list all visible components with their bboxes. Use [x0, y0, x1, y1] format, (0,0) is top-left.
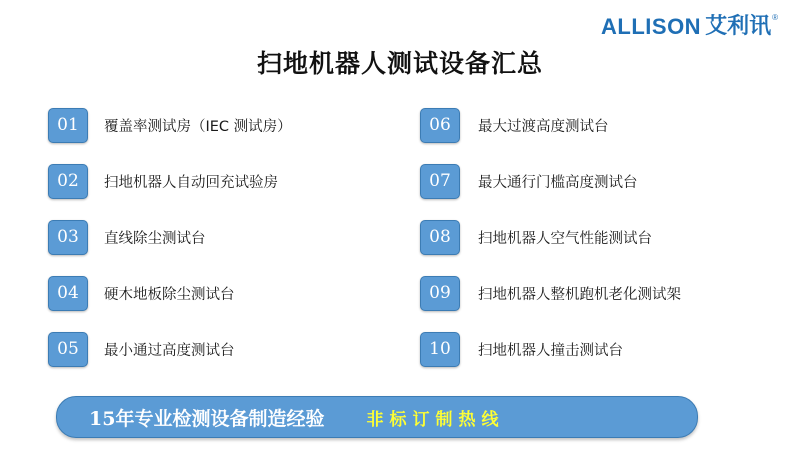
item-badge: [48, 108, 88, 143]
item-number: 02: [57, 171, 79, 191]
list-item: [420, 220, 790, 276]
brand-logo: [601, 13, 778, 39]
page-title: 扫地机器人测试设备汇总: [256, 49, 543, 78]
item-badge: [420, 108, 460, 143]
item-label: 硬木地板除尘测试台: [104, 287, 235, 303]
item-number: 06: [429, 115, 451, 135]
item-label: 直线除尘测试台: [104, 231, 206, 247]
item-number: 09: [429, 283, 451, 303]
list-item: [420, 332, 790, 388]
equipment-list: [0, 108, 800, 388]
brand-name-cn: 艾利讯: [705, 14, 772, 39]
list-item: [48, 332, 418, 388]
item-badge: [420, 276, 460, 311]
item-number: 08: [429, 227, 451, 247]
list-item: [48, 164, 418, 220]
item-number: 05: [57, 339, 79, 359]
list-item: [48, 276, 418, 332]
item-label: 最大通行门槛高度测试台: [478, 175, 638, 191]
item-badge: [420, 220, 460, 255]
item-label: 扫地机器人整机跑机老化测试架: [478, 287, 681, 303]
item-badge: [420, 332, 460, 367]
item-badge: [48, 220, 88, 255]
list-item: [48, 220, 418, 276]
trademark-icon: ®: [772, 13, 778, 22]
item-number: 04: [57, 283, 79, 303]
item-badge: [48, 332, 88, 367]
item-label: 最大过渡高度测试台: [478, 119, 609, 135]
item-label: 扫地机器人自动回充试验房: [104, 175, 278, 191]
item-badge: [420, 164, 460, 199]
item-number: 03: [57, 227, 79, 247]
item-badge: [48, 276, 88, 311]
item-label: 覆盖率测试房（IEC 测试房）: [104, 119, 292, 135]
item-label: 扫地机器人撞击测试台: [478, 343, 623, 359]
list-column-right: [420, 108, 790, 388]
list-column-left: [48, 108, 418, 388]
list-item: [420, 108, 790, 164]
list-item: [48, 108, 418, 164]
list-item: [420, 164, 790, 220]
list-item: [420, 276, 790, 332]
item-number: 01: [57, 115, 79, 135]
brand-name-en: ALLISON: [601, 14, 702, 39]
item-label: 扫地机器人空气性能测试台: [478, 231, 652, 247]
item-label: 最小通过高度测试台: [104, 343, 235, 359]
item-number: 07: [429, 171, 451, 191]
experience-text: 15年专业检测设备制造经验: [89, 407, 325, 430]
hotline-text: 非标订制热线: [366, 409, 505, 430]
item-number: 10: [429, 339, 451, 359]
item-badge: [48, 164, 88, 199]
footer-banner: [56, 396, 698, 438]
